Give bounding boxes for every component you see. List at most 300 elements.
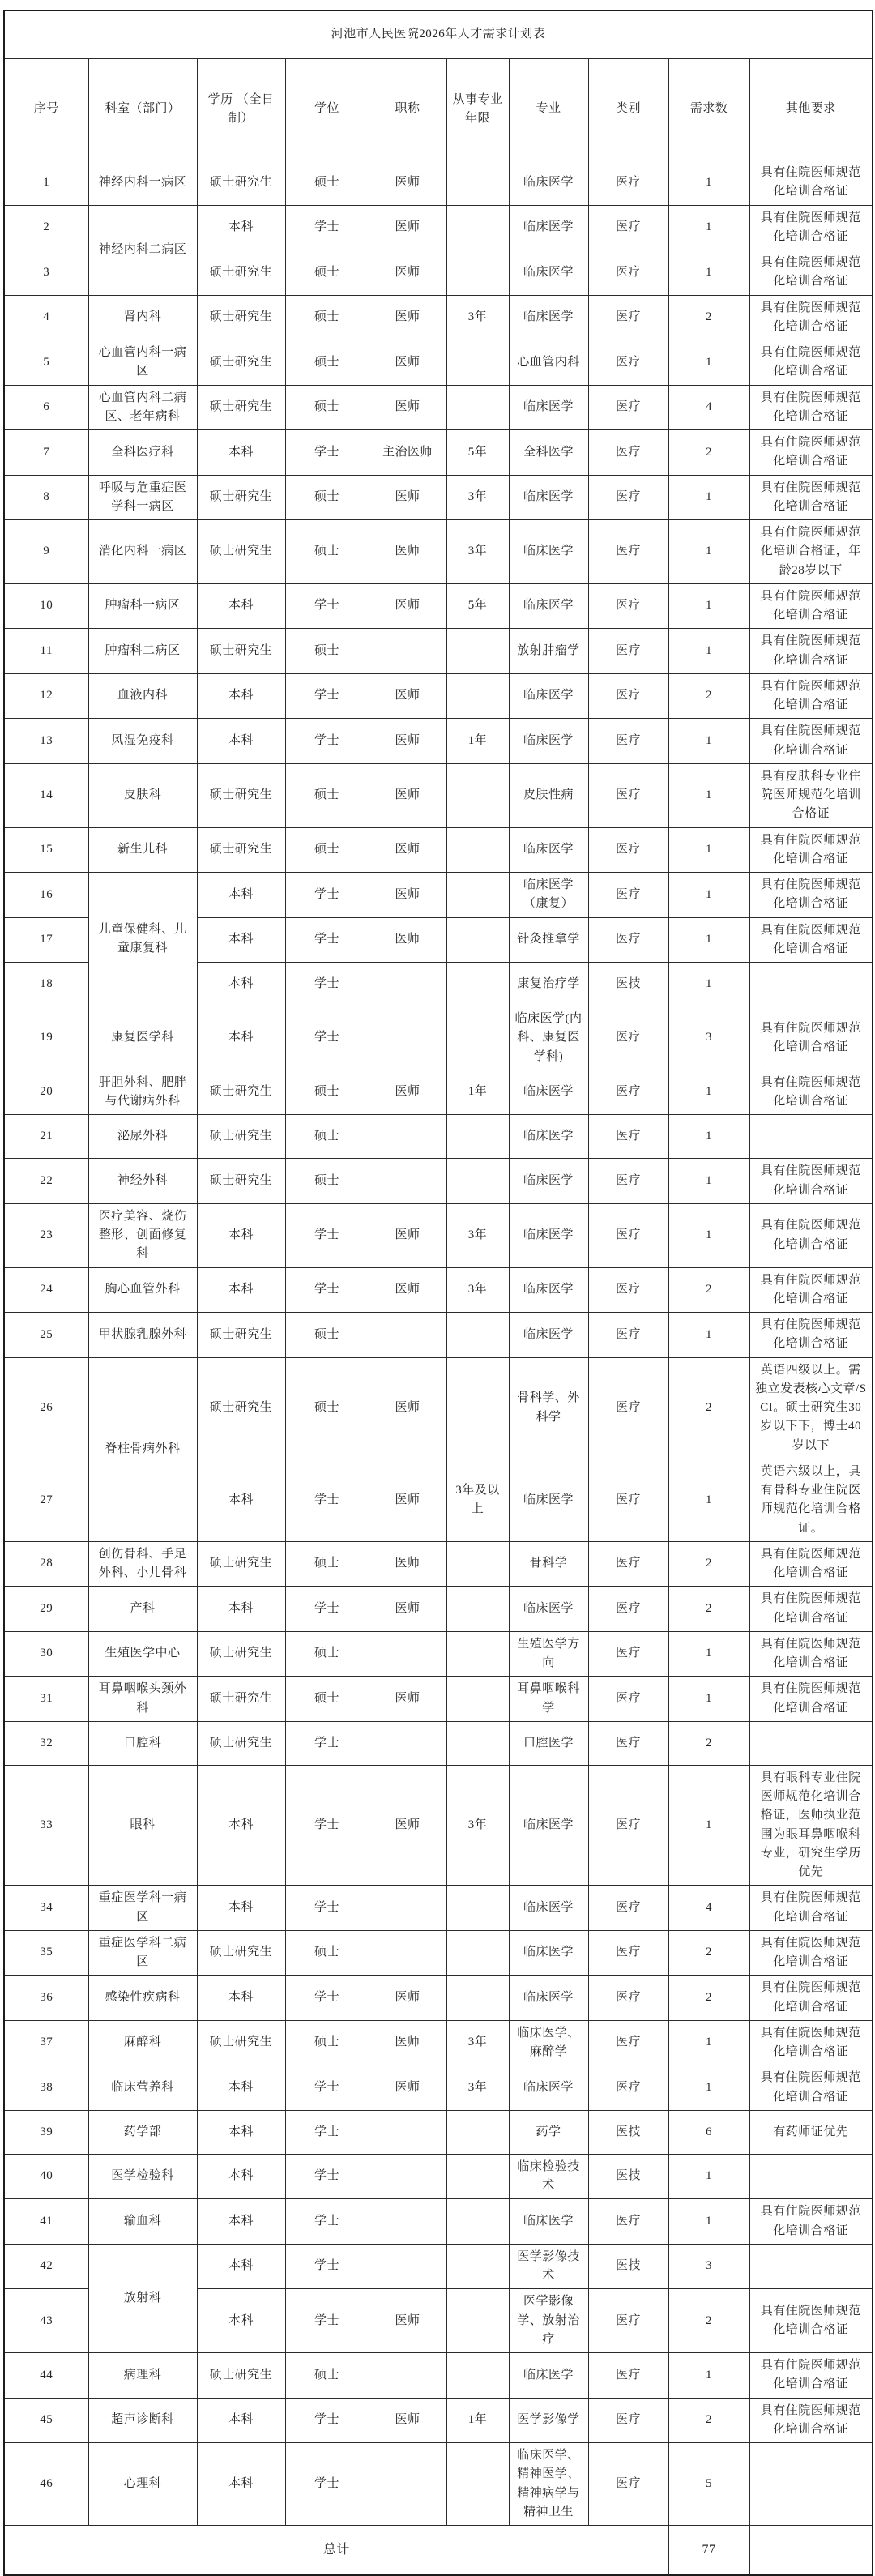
cell-job-title: 医师 <box>369 1267 446 1313</box>
cell-years <box>446 1677 509 1722</box>
cell-education: 硕士研究生 <box>197 475 285 520</box>
cell-demand-count: 1 <box>668 160 749 206</box>
cell-job-title: 医师 <box>369 1541 446 1587</box>
cell-other-requirements: 具有住院医师规范化培训合格证 <box>749 2065 873 2111</box>
cell-degree: 学士 <box>285 2244 369 2289</box>
cell-other-requirements <box>749 2443 873 2526</box>
cell-category: 医疗 <box>588 1976 668 2021</box>
cell-major: 临床医学、精神医学、精神病学与精神卫生 <box>509 2443 588 2526</box>
cell-no: 23 <box>4 1203 88 1267</box>
cell-no: 21 <box>4 1115 88 1159</box>
cell-other-requirements: 具有住院医师规范化培训合格证 <box>749 827 873 873</box>
cell-major: 临床医学 <box>509 250 588 296</box>
cell-department: 风湿免疫科 <box>88 719 197 764</box>
cell-other-requirements: 具有住院医师规范化培训合格证 <box>749 1631 873 1677</box>
cell-other-requirements: 英语四级以上。需独立发表核心文章/SCI。硕士研究生30岁以下下，博士40岁以下 <box>749 1357 873 1459</box>
cell-demand-count: 1 <box>668 827 749 873</box>
cell-degree: 硕士 <box>285 1930 369 1976</box>
cell-no: 29 <box>4 1587 88 1632</box>
document-page <box>3 10 872 2576</box>
cell-category: 医疗 <box>588 1313 668 1358</box>
cell-other-requirements <box>749 2154 873 2199</box>
cell-education: 本科 <box>197 205 285 250</box>
cell-job-title: 医师 <box>369 1070 446 1115</box>
cell-degree: 学士 <box>285 1006 369 1070</box>
cell-demand-count: 1 <box>668 1313 749 1358</box>
cell-degree: 硕士 <box>285 1070 369 1115</box>
cell-category: 医技 <box>588 963 668 1006</box>
cell-department: 血液内科 <box>88 673 197 719</box>
cell-degree: 硕士 <box>285 520 369 584</box>
cell-degree: 硕士 <box>285 1541 369 1587</box>
cell-category: 医技 <box>588 2244 668 2289</box>
cell-category: 医疗 <box>588 385 668 430</box>
cell-major: 临床医学 <box>509 1930 588 1976</box>
cell-other-requirements: 具有住院医师规范化培训合格证 <box>749 719 873 764</box>
cell-demand-count: 1 <box>668 205 749 250</box>
table-row <box>4 673 873 719</box>
cell-department: 耳鼻咽喉头颈外科 <box>88 1677 197 1722</box>
cell-education: 硕士研究生 <box>197 1115 285 1159</box>
cell-education: 本科 <box>197 1886 285 1931</box>
cell-job-title: 医师 <box>369 917 446 963</box>
table-row <box>4 1631 873 1677</box>
cell-major: 临床医学 <box>509 827 588 873</box>
cell-job-title: 医师 <box>369 1976 446 2021</box>
cell-no: 31 <box>4 1677 88 1722</box>
cell-other-requirements: 具有皮肤科专业住院医师规范化培训合格证 <box>749 763 873 827</box>
cell-education: 硕士研究生 <box>197 385 285 430</box>
cell-years: 3年 <box>446 1765 509 1886</box>
cell-demand-count: 1 <box>668 1203 749 1267</box>
cell-department: 放射科 <box>88 2244 197 2352</box>
cell-degree: 学士 <box>285 1203 369 1267</box>
cell-no: 35 <box>4 1930 88 1976</box>
cell-demand-count: 1 <box>668 1070 749 1115</box>
cell-other-requirements: 具有住院医师规范化培训合格证 <box>749 160 873 206</box>
cell-education: 本科 <box>197 873 285 918</box>
cell-category: 医技 <box>588 2154 668 2199</box>
cell-demand-count: 2 <box>668 1930 749 1976</box>
cell-major: 临床医学（康复） <box>509 873 588 918</box>
cell-other-requirements: 具有住院医师规范化培训合格证 <box>749 2353 873 2399</box>
cell-no: 5 <box>4 340 88 386</box>
cell-other-requirements: 具有住院医师规范化培训合格证 <box>749 430 873 476</box>
cell-years <box>446 1357 509 1459</box>
table-row <box>4 1203 873 1267</box>
cell-no: 46 <box>4 2443 88 2526</box>
cell-no: 16 <box>4 873 88 918</box>
cell-major: 临床医学 <box>509 1267 588 1313</box>
cell-department: 肾内科 <box>88 295 197 340</box>
cell-major: 临床医学 <box>509 520 588 584</box>
cell-education: 本科 <box>197 1459 285 1541</box>
cell-years <box>446 2110 509 2154</box>
cell-other-requirements: 具有住院医师规范化培训合格证 <box>749 2199 873 2245</box>
cell-no: 42 <box>4 2244 88 2289</box>
cell-department: 病理科 <box>88 2353 197 2399</box>
cell-job-title: 医师 <box>369 583 446 629</box>
table-row <box>4 2110 873 2154</box>
cell-category: 医疗 <box>588 1070 668 1115</box>
cell-degree: 学士 <box>285 673 369 719</box>
cell-category: 医疗 <box>588 1930 668 1976</box>
cell-no: 13 <box>4 719 88 764</box>
cell-other-requirements <box>749 963 873 1006</box>
cell-category: 医疗 <box>588 1721 668 1765</box>
cell-demand-count: 1 <box>668 1765 749 1886</box>
cell-major: 临床医学 <box>509 2353 588 2399</box>
cell-years: 1年 <box>446 719 509 764</box>
cell-years: 3年 <box>446 520 509 584</box>
cell-major: 骨科学、外科学 <box>509 1357 588 1459</box>
cell-job-title <box>369 2353 446 2399</box>
cell-demand-count: 1 <box>668 963 749 1006</box>
column-header-years: 从事专业年限 <box>446 59 509 160</box>
cell-degree: 硕士 <box>285 1313 369 1358</box>
cell-category: 医疗 <box>588 2199 668 2245</box>
cell-demand-count: 2 <box>668 1541 749 1587</box>
cell-department: 神经内科二病区 <box>88 205 197 295</box>
cell-degree: 学士 <box>285 2398 369 2443</box>
cell-department: 医学检验科 <box>88 2154 197 2199</box>
cell-category: 医疗 <box>588 1765 668 1886</box>
cell-degree: 学士 <box>285 1721 369 1765</box>
cell-other-requirements: 具有住院医师规范化培训合格证 <box>749 583 873 629</box>
cell-years <box>446 629 509 674</box>
cell-category: 医疗 <box>588 340 668 386</box>
cell-department: 肿瘤科一病区 <box>88 583 197 629</box>
cell-no: 19 <box>4 1006 88 1070</box>
table-row <box>4 385 873 430</box>
cell-category: 医疗 <box>588 1115 668 1159</box>
cell-years <box>446 827 509 873</box>
cell-degree: 硕士 <box>285 1631 369 1677</box>
cell-other-requirements: 具有住院医师规范化培训合格证 <box>749 205 873 250</box>
table-row <box>4 340 873 386</box>
cell-demand-count: 1 <box>668 1159 749 1204</box>
cell-no: 30 <box>4 1631 88 1677</box>
total-count: 77 <box>668 2526 749 2576</box>
cell-demand-count: 1 <box>668 1631 749 1677</box>
cell-major: 临床医学 <box>509 1587 588 1632</box>
table-row <box>4 2443 873 2526</box>
cell-other-requirements: 具有眼科专业住院医师规范化培训合格证，医师执业范围为眼耳鼻咽喉科专业，研究生学历优先 <box>749 1765 873 1886</box>
table-row <box>4 1115 873 1159</box>
cell-demand-count: 1 <box>668 475 749 520</box>
cell-years <box>446 2289 509 2353</box>
cell-department: 儿童保健科、儿童康复科 <box>88 873 197 1006</box>
cell-degree: 学士 <box>285 2110 369 2154</box>
cell-years: 1年 <box>446 2398 509 2443</box>
cell-years <box>446 205 509 250</box>
cell-other-requirements <box>749 1115 873 1159</box>
cell-department: 心血管内科一病区 <box>88 340 197 386</box>
column-header-major: 专业 <box>509 59 588 160</box>
cell-job-title <box>369 1721 446 1765</box>
table-row <box>4 205 873 250</box>
cell-demand-count: 3 <box>668 1006 749 1070</box>
cell-job-title: 医师 <box>369 1459 446 1541</box>
cell-other-requirements: 具有住院医师规范化培训合格证 <box>749 2289 873 2353</box>
cell-job-title: 医师 <box>369 719 446 764</box>
cell-department: 临床营养科 <box>88 2065 197 2111</box>
table-row <box>4 2353 873 2399</box>
cell-other-requirements: 具有住院医师规范化培训合格证 <box>749 250 873 296</box>
cell-years: 3年 <box>446 1267 509 1313</box>
cell-degree: 学士 <box>285 1587 369 1632</box>
cell-category: 医疗 <box>588 430 668 476</box>
cell-education: 本科 <box>197 963 285 1006</box>
cell-category: 医疗 <box>588 1203 668 1267</box>
cell-education: 本科 <box>197 2443 285 2526</box>
cell-major: 临床医学 <box>509 1313 588 1358</box>
cell-years: 3年 <box>446 2020 509 2065</box>
cell-category: 医疗 <box>588 719 668 764</box>
cell-degree: 学士 <box>285 583 369 629</box>
cell-years: 1年 <box>446 1070 509 1115</box>
table-row <box>4 520 873 584</box>
total-label: 总计 <box>4 2526 668 2576</box>
cell-years <box>446 1631 509 1677</box>
cell-major: 针灸推拿学 <box>509 917 588 963</box>
cell-job-title: 主治医师 <box>369 430 446 476</box>
cell-degree: 硕士 <box>285 250 369 296</box>
cell-other-requirements: 具有住院医师规范化培训合格证 <box>749 2020 873 2065</box>
cell-major: 放射肿瘤学 <box>509 629 588 674</box>
cell-no: 27 <box>4 1459 88 1541</box>
cell-major: 医学影像学、放射治疗 <box>509 2289 588 2353</box>
table-row <box>4 1313 873 1358</box>
cell-demand-count: 2 <box>668 2398 749 2443</box>
cell-category: 医疗 <box>588 1357 668 1459</box>
cell-department: 新生儿科 <box>88 827 197 873</box>
column-header-category: 类别 <box>588 59 668 160</box>
cell-major: 临床医学 <box>509 1203 588 1267</box>
cell-department: 全科医疗科 <box>88 430 197 476</box>
cell-degree: 硕士 <box>285 295 369 340</box>
cell-degree: 硕士 <box>285 827 369 873</box>
cell-category: 医疗 <box>588 2065 668 2111</box>
cell-major: 临床医学 <box>509 295 588 340</box>
cell-department: 药学部 <box>88 2110 197 2154</box>
cell-education: 本科 <box>197 1267 285 1313</box>
cell-department: 心血管内科二病区、老年病科 <box>88 385 197 430</box>
cell-other-requirements: 具有住院医师规范化培训合格证 <box>749 1203 873 1267</box>
cell-category: 医疗 <box>588 1267 668 1313</box>
cell-years <box>446 1115 509 1159</box>
cell-degree: 学士 <box>285 1765 369 1886</box>
cell-education: 硕士研究生 <box>197 160 285 206</box>
cell-education: 本科 <box>197 1765 285 1886</box>
cell-no: 43 <box>4 2289 88 2353</box>
cell-years: 3年 <box>446 475 509 520</box>
cell-other-requirements: 具有住院医师规范化培训合格证 <box>749 1006 873 1070</box>
cell-category: 医疗 <box>588 1159 668 1204</box>
cell-no: 39 <box>4 2110 88 2154</box>
cell-department: 重症医学科一病区 <box>88 1886 197 1931</box>
cell-category: 医疗 <box>588 917 668 963</box>
table-row <box>4 2154 873 2199</box>
cell-years <box>446 1159 509 1204</box>
cell-other-requirements: 具有住院医师规范化培训合格证 <box>749 1267 873 1313</box>
cell-demand-count: 1 <box>668 2154 749 2199</box>
cell-demand-count: 5 <box>668 2443 749 2526</box>
cell-major: 临床医学 <box>509 583 588 629</box>
table-row <box>4 1930 873 1976</box>
cell-department: 脊柱骨病外科 <box>88 1357 197 1541</box>
cell-degree: 硕士 <box>285 340 369 386</box>
cell-job-title <box>369 2154 446 2199</box>
table-row <box>4 1677 873 1722</box>
cell-major: 临床医学 <box>509 1459 588 1541</box>
cell-department: 泌尿外科 <box>88 1115 197 1159</box>
cell-job-title <box>369 2443 446 2526</box>
cell-job-title <box>369 1886 446 1931</box>
cell-education: 本科 <box>197 2110 285 2154</box>
cell-demand-count: 2 <box>668 295 749 340</box>
cell-major: 医学影像学 <box>509 2398 588 2443</box>
cell-category: 医疗 <box>588 1631 668 1677</box>
cell-no: 3 <box>4 250 88 296</box>
cell-category: 医疗 <box>588 2398 668 2443</box>
table-row <box>4 1070 873 1115</box>
cell-education: 硕士研究生 <box>197 1159 285 1204</box>
cell-no: 1 <box>4 160 88 206</box>
cell-education: 硕士研究生 <box>197 2353 285 2399</box>
cell-job-title: 医师 <box>369 1677 446 1722</box>
cell-no: 33 <box>4 1765 88 1886</box>
total-row <box>4 2526 873 2576</box>
cell-category: 医疗 <box>588 1541 668 1587</box>
cell-major: 生殖医学方向 <box>509 1631 588 1677</box>
cell-department: 口腔科 <box>88 1721 197 1765</box>
cell-major: 临床医学 <box>509 1070 588 1115</box>
cell-no: 20 <box>4 1070 88 1115</box>
cell-major: 医学影像技术 <box>509 2244 588 2289</box>
cell-category: 医疗 <box>588 1886 668 1931</box>
cell-education: 本科 <box>197 2199 285 2245</box>
cell-category: 医疗 <box>588 2289 668 2353</box>
cell-job-title: 医师 <box>369 2398 446 2443</box>
cell-other-requirements: 具有住院医师规范化培训合格证 <box>749 1070 873 1115</box>
cell-demand-count: 1 <box>668 629 749 674</box>
cell-demand-count: 2 <box>668 2289 749 2353</box>
table-row <box>4 629 873 674</box>
column-header-other: 其他要求 <box>749 59 873 160</box>
cell-education: 本科 <box>197 2244 285 2289</box>
cell-degree: 学士 <box>285 2289 369 2353</box>
cell-other-requirements <box>749 1721 873 1765</box>
cell-years <box>446 160 509 206</box>
cell-no: 10 <box>4 583 88 629</box>
cell-no: 24 <box>4 1267 88 1313</box>
cell-category: 医疗 <box>588 583 668 629</box>
cell-demand-count: 3 <box>668 2244 749 2289</box>
cell-years <box>446 385 509 430</box>
cell-years <box>446 763 509 827</box>
cell-education: 硕士研究生 <box>197 295 285 340</box>
cell-job-title <box>369 1313 446 1358</box>
cell-department: 肿瘤科二病区 <box>88 629 197 674</box>
cell-demand-count: 2 <box>668 1976 749 2021</box>
cell-degree: 硕士 <box>285 1115 369 1159</box>
cell-demand-count: 1 <box>668 917 749 963</box>
total-other <box>749 2526 873 2576</box>
cell-job-title <box>369 2199 446 2245</box>
cell-category: 医疗 <box>588 629 668 674</box>
cell-degree: 硕士 <box>285 475 369 520</box>
cell-job-title: 医师 <box>369 763 446 827</box>
cell-job-title: 医师 <box>369 1587 446 1632</box>
cell-demand-count: 1 <box>668 719 749 764</box>
cell-major: 临床医学 <box>509 719 588 764</box>
cell-category: 医疗 <box>588 250 668 296</box>
cell-no: 7 <box>4 430 88 476</box>
cell-demand-count: 1 <box>668 1677 749 1722</box>
cell-degree: 学士 <box>285 963 369 1006</box>
cell-demand-count: 1 <box>668 583 749 629</box>
cell-category: 医疗 <box>588 205 668 250</box>
table-row <box>4 1976 873 2021</box>
cell-department: 胸心血管外科 <box>88 1267 197 1313</box>
cell-other-requirements: 具有住院医师规范化培训合格证 <box>749 1976 873 2021</box>
cell-demand-count: 1 <box>668 2199 749 2245</box>
cell-demand-count: 1 <box>668 250 749 296</box>
cell-no: 17 <box>4 917 88 963</box>
cell-education: 本科 <box>197 673 285 719</box>
table-row <box>4 2020 873 2065</box>
column-header-no: 序号 <box>4 59 88 160</box>
cell-job-title <box>369 963 446 1006</box>
cell-job-title: 医师 <box>369 295 446 340</box>
cell-job-title: 医师 <box>369 673 446 719</box>
cell-job-title: 医师 <box>369 1765 446 1886</box>
cell-degree: 硕士 <box>285 763 369 827</box>
cell-job-title <box>369 2244 446 2289</box>
cell-job-title <box>369 1631 446 1677</box>
cell-degree: 学士 <box>285 1267 369 1313</box>
cell-education: 本科 <box>197 2154 285 2199</box>
cell-other-requirements: 具有住院医师规范化培训合格证 <box>749 385 873 430</box>
cell-degree: 学士 <box>285 1976 369 2021</box>
cell-degree: 学士 <box>285 2154 369 2199</box>
cell-other-requirements: 具有住院医师规范化培训合格证 <box>749 629 873 674</box>
cell-education: 硕士研究生 <box>197 1930 285 1976</box>
cell-major: 全科医学 <box>509 430 588 476</box>
cell-major: 康复治疗学 <box>509 963 588 1006</box>
cell-education: 硕士研究生 <box>197 1631 285 1677</box>
cell-years <box>446 1721 509 1765</box>
cell-years <box>446 1587 509 1632</box>
cell-education: 本科 <box>197 2398 285 2443</box>
cell-category: 医疗 <box>588 2020 668 2065</box>
cell-category: 医疗 <box>588 827 668 873</box>
cell-no: 44 <box>4 2353 88 2399</box>
cell-category: 医疗 <box>588 520 668 584</box>
cell-major: 临床医学 <box>509 1765 588 1886</box>
cell-category: 医疗 <box>588 2353 668 2399</box>
cell-years <box>446 1006 509 1070</box>
cell-years: 3年 <box>446 2065 509 2111</box>
page-title: 河池市人民医院2026年人才需求计划表 <box>4 11 873 59</box>
cell-degree: 学士 <box>285 430 369 476</box>
cell-degree: 学士 <box>285 2199 369 2245</box>
cell-major: 临床医学 <box>509 1115 588 1159</box>
cell-major: 临床医学 <box>509 1159 588 1204</box>
column-header-count: 需求数 <box>668 59 749 160</box>
table-row <box>4 1541 873 1587</box>
